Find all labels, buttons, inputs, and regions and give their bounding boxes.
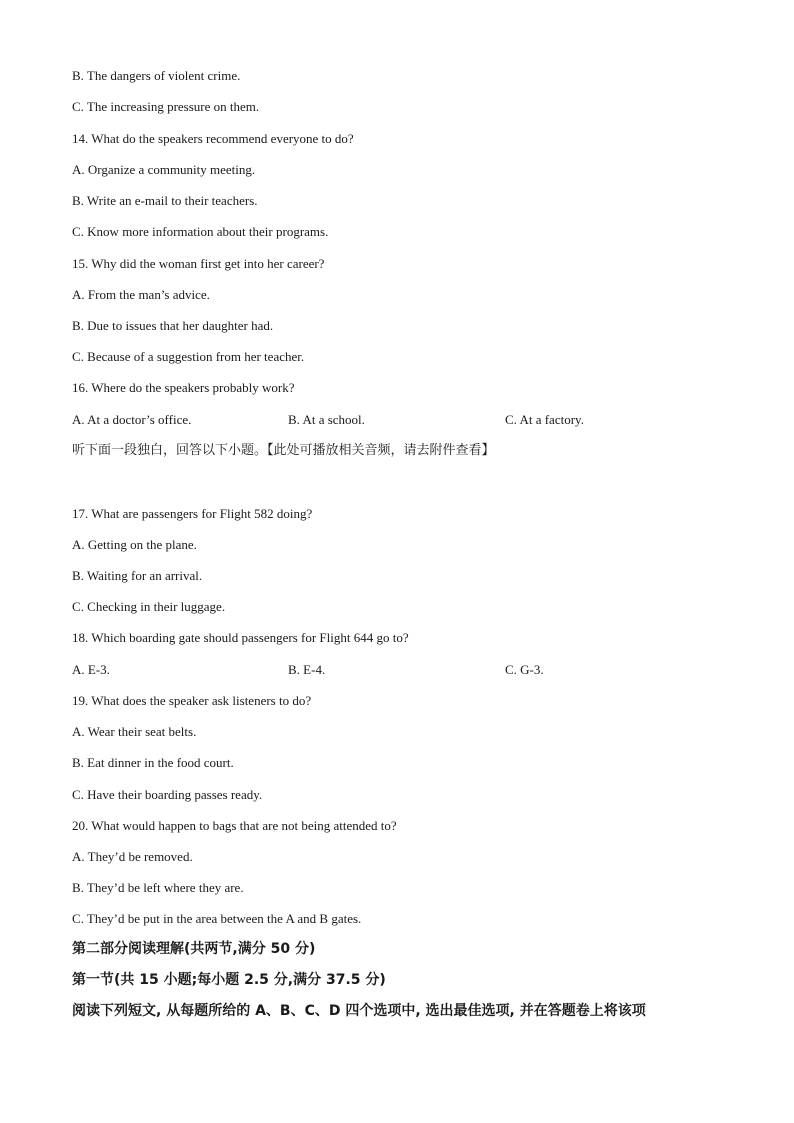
q19-question: 19. What does the speaker ask listeners to do? [72,693,312,708]
q13-option-b: B. The dangers of violent crime. [72,68,241,83]
q18-option-c: C. G-3. [505,662,544,677]
q17-option-b: B. Waiting for an arrival. [72,568,203,583]
q16-option-b: B. At a school. [288,412,365,427]
q17-option-c: C. Checking in their luggage. [72,599,226,614]
q20-option-b: B. They’d be left where they are. [72,880,244,895]
q16-question: 16. Where do the speakers probably work? [72,380,295,395]
reading-instruction: 阅读下列短文, 从每题所给的 A、B、C、D 四个选项中, 选出最佳选项, 并在答题卷上将该项 [72,1003,646,1019]
q18-option-a: A. E-3. [72,662,110,677]
q17-question: 17. What are passengers for Flight 582 doing? [72,506,313,521]
q16-option-c: C. At a factory. [505,412,584,427]
q14-question: 14. What do the speakers recommend everyone to do? [72,131,354,146]
q19-option-b: B. Eat dinner in the food court. [72,755,234,770]
q20-option-c: C. They’d be put in the area between the A and B gates. [72,911,362,926]
q18-option-b: B. E-4. [288,662,326,677]
q20-option-a: A. They’d be removed. [72,849,193,864]
q15-option-c: C. Because of a suggestion from her teacher. [72,349,305,364]
listening-instruction: 听下面一段独白，回答以下小题。【此处可播放相关音频，请去附件查看】 [72,443,495,458]
q20-question: 20. What would happen to bags that are not being attended to? [72,818,397,833]
q14-option-b: B. Write an e-mail to their teachers. [72,193,258,208]
section-title: 第二部分阅读理解(共两节,满分 50 分) [72,941,316,957]
q15-option-b: B. Due to issues that her daughter had. [72,318,274,333]
q14-option-a: A. Organize a community meeting. [72,162,256,177]
q15-option-a: A. From the man’s advice. [72,287,210,302]
q15-question: 15. Why did the woman first get into her career? [72,256,325,271]
q19-option-c: C. Have their boarding passes ready. [72,787,263,802]
q14-option-c: C. Know more information about their programs. [72,224,329,239]
q18-question: 18. Which boarding gate should passengers for Flight 644 go to? [72,630,409,645]
q16-option-a: A. At a doctor’s office. [72,412,192,427]
q19-option-a: A. Wear their seat belts. [72,724,197,739]
subsection-title: 第一节(共 15 小题;每小题 2.5 分,满分 37.5 分) [72,972,386,988]
q13-option-c: C. The increasing pressure on them. [72,99,260,114]
q17-option-a: A. Getting on the plane. [72,537,197,552]
